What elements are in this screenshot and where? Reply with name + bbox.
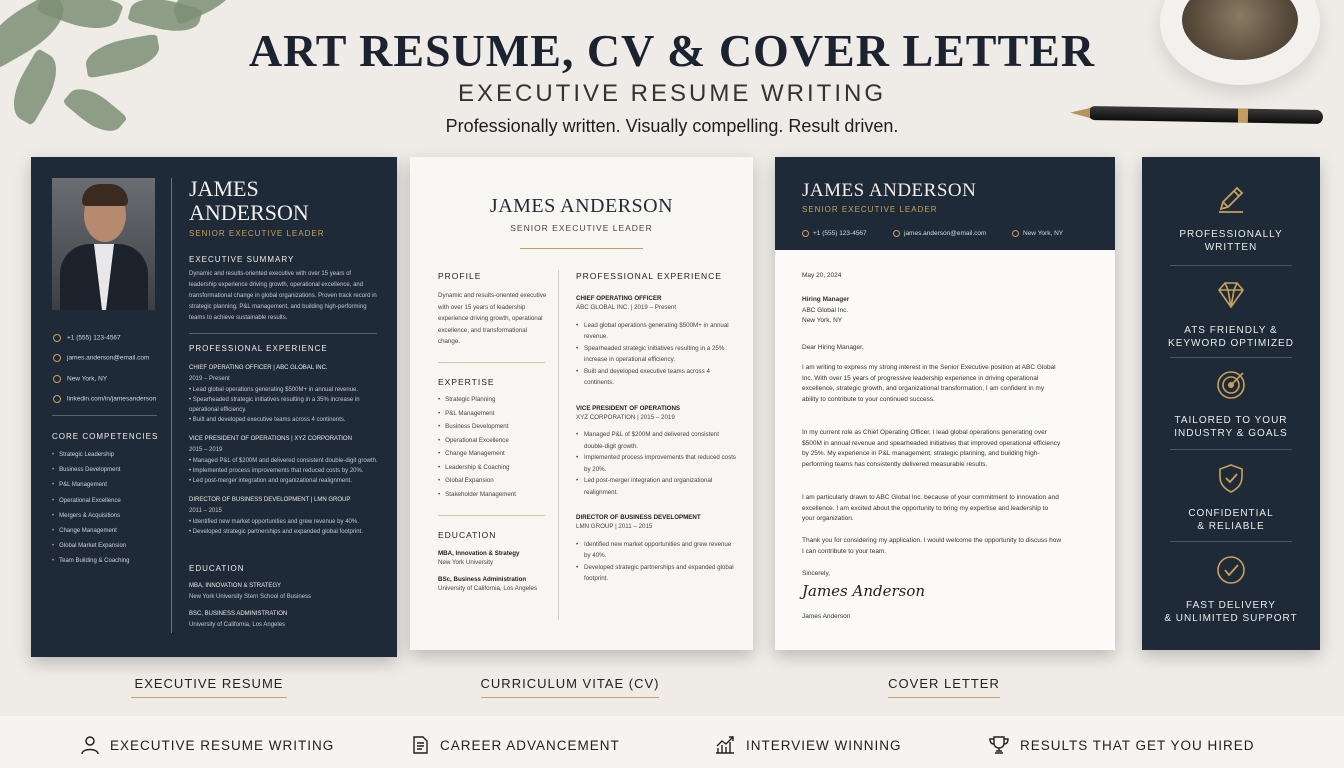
competency-item: • Change Management	[52, 524, 129, 539]
job-bullet: • Identified new market opportunities and grew revenue by 40%.	[576, 539, 736, 562]
competency-item: • P&L Management	[52, 478, 129, 493]
curriculum-vitae-card[interactable]	[410, 157, 753, 650]
letter-recipient: Hiring Manager ABC Global Inc. New York, NY	[802, 296, 850, 325]
job-title: DIRECTOR OF BUSINESS DEVELOPMENT	[576, 514, 701, 521]
features-card	[1142, 157, 1320, 650]
job-bullet: • Developed strategic partnerships and expanded global footprint.	[189, 529, 363, 535]
profile-photo	[52, 178, 155, 310]
growth-chart-icon	[714, 735, 736, 755]
expertise-item: • P&L Management	[438, 407, 548, 421]
resume-job	[189, 363, 384, 425]
school: New York University	[438, 559, 494, 566]
expertise-item: • Global Expansion	[438, 474, 548, 488]
job-bullets	[576, 539, 736, 585]
competencies-list	[52, 448, 129, 570]
competency-item: • Operational Excellence	[52, 494, 129, 509]
email-icon	[53, 354, 61, 362]
degree: MBA, Innovation & Strategy	[438, 550, 520, 557]
job-company: LMN GROUP | 2011 – 2015	[576, 523, 653, 530]
job-bullets	[576, 320, 736, 389]
bottom-item-results: RESULTS THAT GET YOU HIRED	[988, 735, 1255, 755]
target-icon	[1215, 369, 1247, 401]
degree: MBA, INNOVATION & STRATEGY	[189, 583, 282, 589]
letter-name: JAMES ANDERSON	[802, 180, 977, 201]
bottom-bar	[0, 716, 1344, 768]
cover-letter-card[interactable]	[775, 157, 1115, 650]
job-title: CHIEF OPERATING OFFICER | ABC GLOBAL INC.	[189, 365, 328, 371]
job-bullet: • Developed strategic partnerships and expanded global footprint.	[576, 562, 736, 585]
resume-location: New York, NY	[53, 375, 107, 383]
bottom-item-interview-winning: INTERVIEW WINNING	[714, 735, 902, 755]
resume-phone: +1 (555) 123-4567	[53, 334, 121, 342]
competency-item: • Team Building & Coaching	[52, 554, 129, 569]
competencies-heading: CORE COMPETENCIES	[52, 432, 159, 441]
job-dates: 2019 – Present	[189, 376, 230, 382]
degree: BSc, Business Administration	[438, 575, 527, 583]
cv-education: EDUCATION MBA, Innovation & Strategy New York University BSc, Business Administration University of California, Los Angeles	[438, 530, 553, 594]
job-bullet: • Led post-merger integration and organizational realignment.	[189, 478, 352, 484]
job-company: ABC GLOBAL INC. | 2019 – Present	[576, 304, 677, 311]
letter-paragraph-3: I am particularly drawn to ABC Global Inc. because of your commitment to innovation and excellence. I am excited about the opportunity to bring my expertise and leadership to your organization.	[802, 494, 1059, 523]
email-icon	[893, 230, 900, 237]
pen-icon	[1215, 183, 1247, 215]
caption-executive-resume: EXECUTIVE RESUME	[122, 676, 296, 698]
person-icon	[80, 735, 100, 755]
expertise-item: • Change Management	[438, 447, 548, 461]
expertise-item: • Stakeholder Management	[438, 488, 548, 502]
cv-job	[576, 295, 736, 389]
caption-cover-letter: COVER LETTER	[870, 676, 1018, 698]
linkedin-icon	[53, 395, 61, 403]
feature-ats-friendly: ATS FRIENDLY & KEYWORD OPTIMIZED	[1142, 279, 1320, 350]
letter-signed-name: James Anderson	[802, 613, 851, 620]
job-bullet: • Led post-merger integration and organizational realignment.	[576, 475, 736, 498]
job-dates: 2011 – 2015	[189, 508, 222, 514]
feature-tailored: TAILORED TO YOUR INDUSTRY & GOALS	[1142, 369, 1320, 440]
executive-resume-card[interactable]	[31, 157, 397, 657]
cv-job	[576, 514, 736, 585]
expertise-item: • Business Development	[438, 420, 548, 434]
location-icon	[53, 375, 61, 383]
cv-expertise: EXPERTISE • Strategic Planning • P&L Management • Business Development • Operational Excellence • Change Management • Leadership & Coaching • Global Expansion • Stakeholder Management	[438, 377, 548, 501]
job-title: VICE PRESIDENT OF OPERATIONS | XYZ CORPORATION	[189, 436, 352, 442]
feature-fast-delivery: FAST DELIVERY & UNLIMITED SUPPORT	[1142, 554, 1320, 625]
bottom-item-career-advancement: CAREER ADVANCEMENT	[410, 735, 620, 755]
resume-name: JAMES ANDERSON	[189, 176, 309, 225]
job-bullet: • Spearheaded strategic initiatives resulting in a 35% increase in operational efficiency.	[189, 397, 360, 413]
feature-professionally-written: PROFESSIONALLY WRITTEN	[1142, 183, 1320, 254]
job-bullet: • Lead global operations generating $500M+ in annual revenue.	[189, 387, 359, 393]
education-item	[189, 581, 384, 603]
job-bullets	[576, 429, 736, 498]
education-item	[438, 550, 553, 569]
phone-icon	[53, 334, 61, 342]
job-bullet: • Managed P&L of $200M and delivered consistent double-digit growth.	[189, 458, 378, 464]
job-dates: 2015 – 2019	[189, 447, 223, 453]
cv-experience: PROFESSIONAL EXPERIENCE CHIEF OPERATING OFFICER ABC GLOBAL INC. | 2019 – Present • Lead global operations generating $500M+ in annual revenue. • Spearheaded strategic initiatives resulting in a 25% increase in operational efficiency. • Built and developed executive teams across 4 continents. VICE PRESIDENT OF OPERATIONS XYZ CORPORATION | 2015 – 2019 • Managed P&L of $200M and delivered consistent double-digit growth. • Implemented process improvements that reduced costs by 20%. • Led post-merger integration and organizational realignment. DIRECTOR OF BUSINESS DEVELOPMENT LMN GROUP | 2011 – 2015 • Identified new market opportunities and grew revenue by 40%. • Developed strategic partnerships and expanded global footprint.	[576, 271, 736, 585]
letter-email: james.anderson@email.com	[893, 230, 986, 237]
school: University of California, Los Angeles	[438, 584, 538, 592]
trophy-icon	[988, 735, 1010, 755]
letter-location: New York, NY	[1012, 230, 1063, 237]
phone-icon	[802, 230, 809, 237]
education-item	[189, 609, 384, 631]
resume-experience: PROFESSIONAL EXPERIENCE CHIEF OPERATING OFFICER | ABC GLOBAL INC. 2019 – Present • Lead global operations generating $500M+ in annual revenue. • Spearheaded strategic initiatives resulting in a 35% increase in operational efficiency. • Built and developed executive teams across 4 continents. VICE PRESIDENT OF OPERATIONS | XYZ CORPORATION 2015 – 2019 • Managed P&L of $200M and delivered consistent double-digit growth. • Implemented process improvements that reduced costs by 20%. • Led post-merger integration and organizational realignment. DIRECTOR OF BUSINESS DEVELOPMENT | LMN GROUP 2011 – 2015 • Identified new market opportunities and grew revenue by 40%. • Developed strategic partnerships and expanded global footprint.	[189, 344, 384, 537]
location-icon	[1012, 230, 1019, 237]
job-bullet: • Built and developed executive teams across 4 continents.	[576, 366, 736, 389]
cv-profile: PROFILE Dynamic and results-oriented executive with over 15 years of leadership experience driving growth, operational excellence, and transformational change.	[438, 271, 547, 345]
resume-email: james.anderson@email.com	[53, 354, 149, 362]
resume-role: SENIOR EXECUTIVE LEADER	[189, 229, 325, 238]
education-item	[438, 576, 553, 595]
competency-item: • Strategic Leadership	[52, 448, 129, 463]
school: University of California, Los Angeles	[189, 622, 286, 628]
resume-education: EDUCATION MBA, INNOVATION & STRATEGY New York University Stern School of Business BSC, BUSINESS ADMINISTRATION University of California, Los Angeles	[189, 564, 384, 631]
page-title: ART RESUME, CV & COVER LETTER	[248, 25, 1096, 76]
letter-phone: +1 (555) 123-4567	[802, 230, 867, 237]
expertise-item: • Leadership & Coaching	[438, 461, 548, 475]
executive-summary: EXECUTIVE SUMMARY Dynamic and results-oriented executive with over 15 years of leadership experience driving growth, operational excellence, and transformational change in global organizations. Proven track record in strategic planning, P&L management, and building high-performing teams to achieve sustainable results.	[189, 255, 377, 321]
job-bullet: • Lead global operations generating $500M+ in annual revenue.	[576, 320, 736, 343]
signature: James Anderson	[802, 582, 926, 600]
job-title: VICE PRESIDENT OF OPERATIONS	[576, 404, 681, 412]
letter-closing: Sincerely,	[802, 570, 831, 577]
competency-item: • Mergers & Acquisitions	[52, 509, 129, 524]
job-bullet: • Spearheaded strategic initiatives resulting in a 25% increase in operational efficiency.	[576, 343, 736, 366]
job-bullet: • Identified new market opportunities and grew revenue by 40%.	[189, 519, 359, 525]
degree: BSC, BUSINESS ADMINISTRATION	[189, 611, 288, 617]
cv-role: SENIOR EXECUTIVE LEADER	[510, 223, 653, 233]
letter-date: May 20, 2024	[802, 272, 842, 279]
document-icon	[410, 735, 430, 755]
page-subtitle: EXECUTIVE RESUME WRITING	[457, 80, 887, 107]
cv-name: JAMES ANDERSON	[489, 195, 674, 217]
letter-role: SENIOR EXECUTIVE LEADER	[802, 205, 938, 214]
job-bullet: • Managed P&L of $200M and delivered consistent double-digit growth.	[576, 429, 736, 452]
expertise-item: • Operational Excellence	[438, 434, 548, 448]
competency-item: • Business Development	[52, 463, 129, 478]
check-circle-icon	[1215, 554, 1247, 586]
caption-cv: CURRICULUM VITAE (CV)	[470, 676, 670, 698]
job-company: XYZ CORPORATION | 2015 – 2019	[576, 413, 675, 421]
resume-job	[189, 434, 384, 486]
shield-check-icon	[1215, 462, 1247, 494]
school: New York University Stern School of Business	[189, 594, 312, 600]
cv-job	[576, 405, 736, 499]
resume-linkedin: linkedin.com/in/jamesanderson	[53, 395, 156, 403]
job-bullet: • Implemented process improvements that reduced costs by 20%.	[189, 468, 364, 474]
letter-salutation: Dear Hiring Manager,	[802, 344, 864, 351]
job-title: CHIEF OPERATING OFFICER	[576, 295, 662, 302]
letter-paragraph-2: In my current role as Chief Operating Officer, I lead global operations generating over $500M in annual revenue and spearheaded initiatives that improved operational efficiency by 25%. My experience in P&L management, strategic planning, and building high-performing teams has consistently delivered measurable results.	[802, 429, 1061, 469]
feature-confidential: CONFIDENTIAL & RELIABLE	[1142, 462, 1320, 533]
letter-paragraph-1: I am writing to express my strong interest in the Senior Executive position at ABC Global Inc. With over 15 years of progressive leadership experience in driving operational excellence, strategic growth, and organizational transformation, I am confident in my ability to contribute to your continued success.	[802, 364, 1056, 404]
expertise-item: • Strategic Planning	[438, 393, 548, 407]
diamond-icon	[1215, 279, 1247, 311]
letter-paragraph-4: Thank you for considering my application. I would welcome the opportunity to discuss how I can contribute to your team.	[802, 537, 1062, 555]
competency-item: • Global Market Expansion	[52, 539, 129, 554]
job-bullet: • Built and developed executive teams across 4 continents.	[189, 417, 346, 423]
job-title: DIRECTOR OF BUSINESS DEVELOPMENT | LMN GROUP	[189, 497, 351, 503]
job-bullet: • Implemented process improvements that reduced costs by 20%.	[576, 452, 736, 475]
tagline: Professionally written. Visually compelling. Result driven.	[445, 116, 899, 136]
bottom-item-resume-writing: EXECUTIVE RESUME WRITING	[80, 735, 334, 755]
resume-job	[189, 495, 384, 537]
